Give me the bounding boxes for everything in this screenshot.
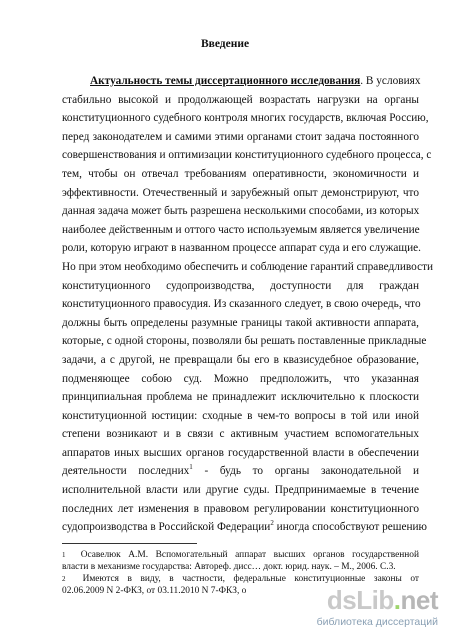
text-run: Актуальность темы диссертационного исследования (90, 75, 361, 87)
text-run: задачи, а с другой, не превращали бы его в квазисудебное образование, (62, 353, 419, 366)
watermark-logo (327, 585, 438, 616)
text-run: перед законодателем и самими этими органами стоит задача постоянного (62, 130, 419, 143)
text-run: аппаратов иных высших органов государственной власти в обеспечении (62, 446, 419, 459)
body-line (62, 407, 419, 426)
text-run: конституционного правосудия. Из сказанного следует, в свою очередь, что (62, 298, 421, 311)
footnote-number: 1 (62, 551, 66, 559)
body-line (62, 314, 419, 333)
body-line (62, 239, 419, 258)
body-line (62, 481, 419, 500)
text-run: деятельности последних (62, 465, 190, 478)
footnote-number: 2 (62, 575, 66, 583)
body-line (62, 184, 419, 203)
watermark-logo-part1: dsLib (326, 585, 394, 615)
body-line (62, 332, 427, 351)
page-title: Введение (200, 38, 250, 50)
footnote-text: власти в механизме государства: Автореф. дисс… докт. юрид. наук. – М., 2006. С.3. (62, 562, 396, 572)
document-body (62, 72, 434, 537)
body-line (62, 221, 419, 240)
watermark-logo-part2: net (400, 585, 438, 615)
body-line (62, 425, 419, 444)
text-run: конституционного судопроизводства, доступности для граждан (62, 279, 419, 292)
text-run: роли, которую играют в названном процессе аппарат суда и его служащие. (62, 242, 421, 255)
footnote-line (62, 573, 419, 585)
text-run: которые, с одной стороны, позволяли бы решать поставленные прикладные (62, 335, 427, 348)
text-run: Но при этом необходимо обеспечить и соблюдение гарантий справедливости (62, 260, 434, 273)
body-line (62, 277, 419, 296)
text-run: конституционной юстиции: сходные в чем-то вопросы в той или иной (62, 409, 419, 422)
body-line (62, 388, 419, 407)
body-line (62, 202, 419, 221)
text-run: иногда способствуют решению (273, 521, 427, 534)
text-run: последних лет изменения в правовом регулировании конституционного (62, 502, 419, 515)
footnote-text: 02.06.2009 N 2-ФКЗ, от 03.11.2010 N 7-ФКЗ, о (62, 586, 247, 596)
text-run: подменяющее собою суд. Можно предположить, что указанная (62, 372, 419, 385)
text-run: судопроизводства в Российской Федерации (62, 521, 271, 534)
text-run: должны быть определены разумные границы такой активности аппарата, (62, 316, 419, 329)
text-run: эффективности. Отечественный и зарубежный опыт демонстрируют, что (62, 186, 419, 199)
body-line (62, 146, 432, 165)
text-run: принципиальная проблема не принадлежит исключительно к плоскости (62, 391, 419, 404)
footnote-text: Осавелюк А.М. Вспомогательный аппарат высших органов государственной (80, 550, 419, 560)
watermark-logo-dot: . (393, 585, 401, 615)
body-line (62, 351, 419, 370)
text-run: данная задача может быть разрешена несколькими способами, из которых (62, 205, 420, 218)
watermark-subtitle: библиотека диссертаций (316, 616, 438, 628)
body-line (62, 91, 419, 110)
footnote-ref: 1 (189, 463, 193, 472)
body-line (62, 109, 429, 128)
body-line (62, 72, 419, 91)
body-line (62, 444, 419, 463)
footnote-separator (62, 543, 197, 544)
text-run: тем, чтобы он отвечал требованиям оперативности, экономичности и (62, 167, 419, 180)
text-run: исполнительной власти или другие суды. Предпринимаемые в течение (62, 484, 419, 497)
text-run: стабильно высокой и продолжающей возрастать нагрузки на органы (62, 93, 419, 106)
body-line (62, 518, 427, 537)
text-run: степени возникают и в связи с активным участием вспомогательных (62, 428, 419, 441)
body-line (62, 370, 419, 389)
footnote-line (62, 561, 419, 573)
body-line (62, 295, 419, 314)
text-run: - будь то органы законодательной и (192, 465, 419, 478)
body-line (62, 258, 434, 277)
footnote-line (62, 549, 419, 561)
body-line (62, 462, 419, 481)
text-run: наиболее действенным и оттого часто используемым является увеличение (62, 223, 420, 236)
body-line (62, 165, 419, 184)
footnote-text: Имеются в виду, в частности, федеральные конституционные законы от (82, 574, 419, 584)
footnote-ref: 2 (270, 519, 274, 528)
text-run: . В условиях (360, 75, 421, 87)
text-run: конституционного судебного контроля многих государств, включая Россию, (62, 112, 429, 125)
text-run: совершенствования и оптимизации конституционного судебного процесса, с (62, 149, 432, 162)
body-line (62, 500, 419, 519)
body-line (62, 128, 419, 147)
watermark (318, 585, 438, 629)
